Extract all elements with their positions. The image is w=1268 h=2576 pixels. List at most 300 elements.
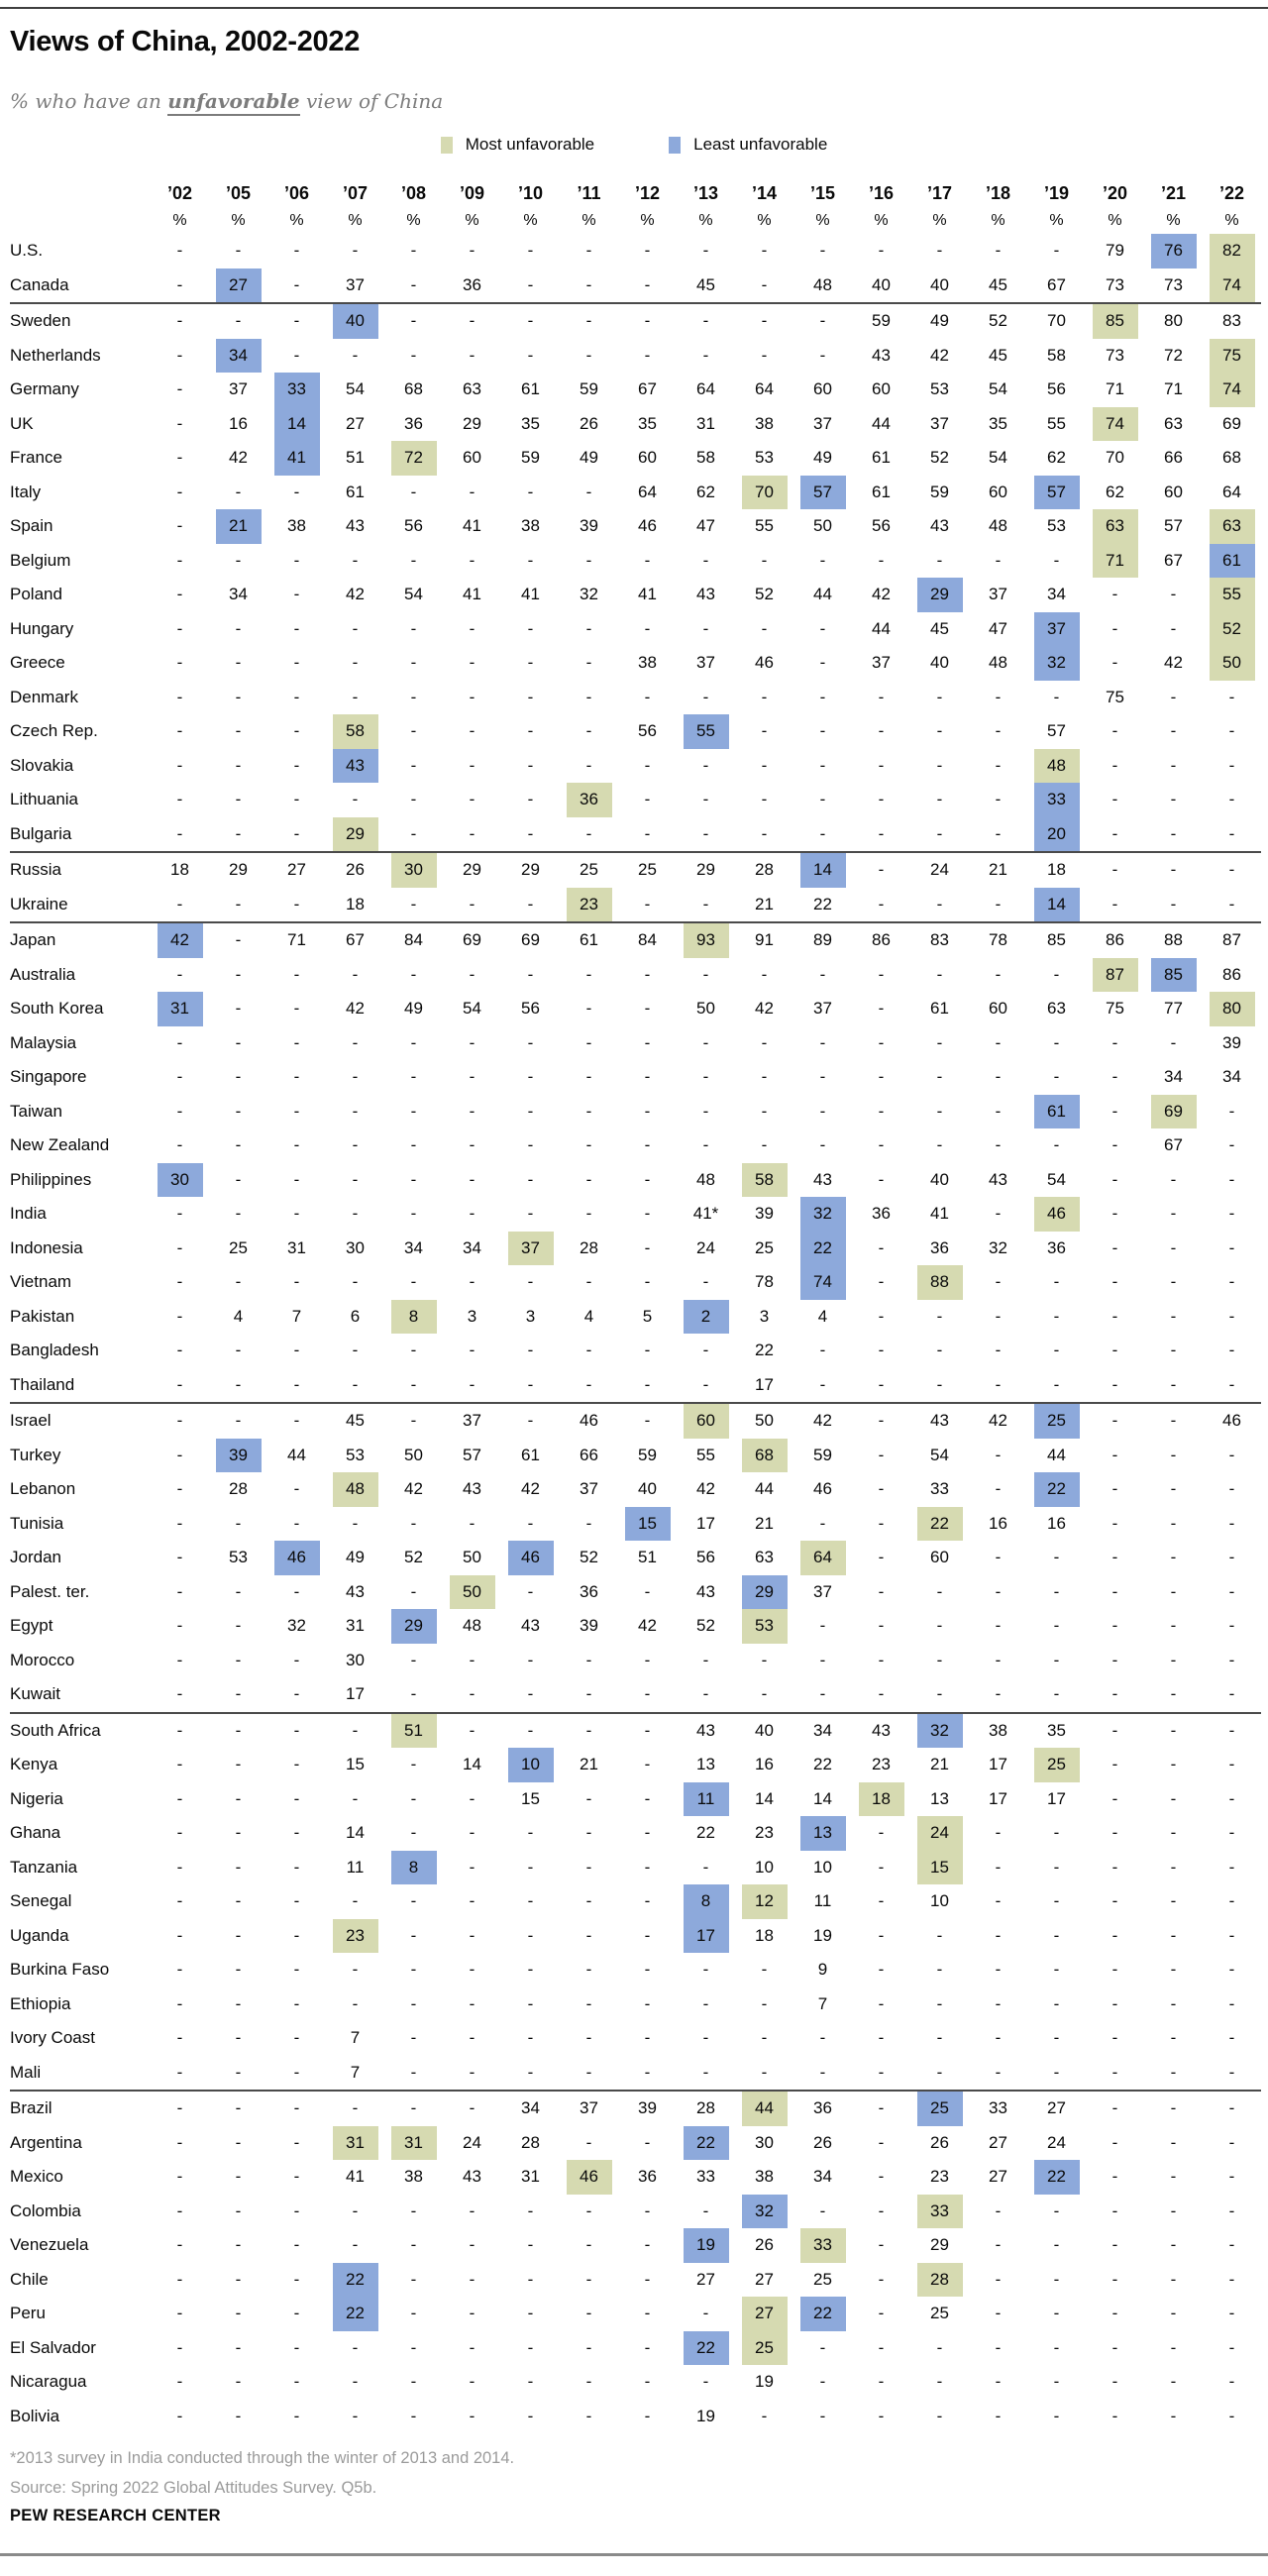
value-cell <box>735 1232 793 1266</box>
value-cell <box>209 2365 267 2400</box>
row-label: Singapore <box>10 1067 87 1087</box>
year-header: ’10 <box>517 182 544 203</box>
value-cell <box>1144 2092 1203 2126</box>
value: - <box>878 823 885 843</box>
value: 48 <box>989 653 1007 673</box>
value: - <box>527 1684 534 1704</box>
value: - <box>1228 1616 1235 1636</box>
value: - <box>352 964 359 984</box>
year-header: ’07 <box>342 182 369 203</box>
value: - <box>1111 2304 1118 2323</box>
value-cell <box>443 2126 501 2161</box>
value: 54 <box>404 585 423 604</box>
value-cell <box>443 2297 501 2331</box>
value-cell <box>443 476 501 510</box>
value-cell <box>1086 853 1144 888</box>
value-cell <box>384 681 443 715</box>
value: - <box>1111 1237 1118 1257</box>
value: - <box>176 1650 183 1669</box>
value: - <box>293 311 300 331</box>
value-cell <box>1086 2400 1144 2434</box>
value: - <box>469 894 476 913</box>
value: - <box>585 687 592 706</box>
value: 42 <box>872 585 891 604</box>
value-cell <box>560 2021 618 2056</box>
table-row <box>10 544 1261 579</box>
value-cell <box>501 1472 560 1507</box>
value-cell <box>443 1782 501 1817</box>
value-cell <box>910 2021 969 2056</box>
value-cell <box>501 544 560 579</box>
value: - <box>176 1032 183 1052</box>
value: 54 <box>1047 1169 1066 1189</box>
value-cell <box>326 1714 384 1749</box>
value: - <box>644 2200 651 2220</box>
value: - <box>1228 1684 1235 1704</box>
value-cell <box>267 2092 326 2126</box>
value-cell <box>151 888 209 922</box>
unit-cell: % <box>348 212 363 229</box>
value: - <box>644 964 651 984</box>
value-cell <box>793 544 852 579</box>
value-cell <box>618 509 677 544</box>
row-label: Israel <box>10 1411 52 1431</box>
value: - <box>644 1891 651 1911</box>
value: - <box>469 964 476 984</box>
value: - <box>585 1857 592 1877</box>
value-cell <box>326 1609 384 1644</box>
value: - <box>761 2406 768 2425</box>
value-cell <box>267 612 326 647</box>
value-cell <box>384 1026 443 1061</box>
value-cell <box>326 1987 384 2022</box>
value-cell <box>1086 476 1144 510</box>
table-row <box>10 2195 1261 2229</box>
value-cell <box>1144 853 1203 888</box>
value-cell <box>560 1368 618 1403</box>
value: - <box>293 964 300 984</box>
value-cell <box>1203 1163 1261 1198</box>
value-cell <box>267 1472 326 1507</box>
value-cell <box>618 2331 677 2366</box>
value-cell <box>1144 407 1203 442</box>
value-cell <box>1203 1677 1261 1712</box>
value-cell <box>501 2195 560 2229</box>
value: - <box>1111 1891 1118 1911</box>
value: - <box>1228 2167 1235 2187</box>
value-cell <box>443 923 501 958</box>
value-cell <box>560 853 618 888</box>
value-cell <box>1144 923 1203 958</box>
value: - <box>1111 2200 1118 2220</box>
value-cell <box>793 1265 852 1300</box>
value: - <box>410 482 417 501</box>
value: - <box>410 721 417 741</box>
value-cell <box>1203 1507 1261 1542</box>
value-cell <box>151 1368 209 1403</box>
value: - <box>469 1169 476 1189</box>
value-cell <box>1086 1714 1144 1749</box>
value: - <box>352 241 359 261</box>
value-cell <box>501 1953 560 1987</box>
value: - <box>878 2235 885 2255</box>
value: - <box>819 964 826 984</box>
value-cell <box>852 1507 910 1542</box>
value: 42 <box>404 1479 423 1499</box>
value: 60 <box>989 999 1007 1019</box>
value-cell <box>560 958 618 993</box>
value-cell <box>209 1060 267 1095</box>
value-cell <box>910 1060 969 1095</box>
value-cell <box>151 2195 209 2229</box>
value-cell <box>677 339 735 374</box>
value: - <box>469 2200 476 2220</box>
value-cell <box>443 1439 501 1473</box>
value-cell <box>852 2297 910 2331</box>
value: 42 <box>696 1479 715 1499</box>
value: 87 <box>1093 958 1138 993</box>
value: - <box>410 1684 417 1704</box>
value: 37 <box>813 1581 832 1601</box>
value-cell <box>443 1851 501 1885</box>
value: - <box>644 1581 651 1601</box>
value: - <box>878 2200 885 2220</box>
value-cell <box>852 1265 910 1300</box>
value: 59 <box>930 482 949 501</box>
value-cell <box>1027 2331 1086 2366</box>
value-cell <box>267 2160 326 2195</box>
value-cell <box>793 1060 852 1095</box>
value: 4 <box>233 1306 244 1326</box>
value: 37 <box>463 1411 481 1431</box>
value: - <box>761 1684 768 1704</box>
value: 35 <box>1047 1720 1066 1740</box>
value-cell <box>326 509 384 544</box>
value: - <box>176 241 183 261</box>
value: - <box>995 721 1002 741</box>
value-cell <box>969 1609 1027 1644</box>
value: - <box>527 550 534 570</box>
value-cell <box>618 958 677 993</box>
value: 50 <box>450 1575 495 1610</box>
value: - <box>878 1341 885 1360</box>
value: - <box>235 894 242 913</box>
value-cell <box>969 1334 1027 1368</box>
value: 57 <box>800 476 846 510</box>
legend-item-most-unfavorable <box>441 135 594 155</box>
value: - <box>761 618 768 638</box>
value: - <box>352 1341 359 1360</box>
value-cell <box>560 2365 618 2400</box>
value: - <box>176 1445 183 1464</box>
value: 58 <box>696 448 715 468</box>
value: - <box>585 2062 592 2082</box>
value: - <box>293 1857 300 1877</box>
value-cell <box>1027 339 1086 374</box>
value-cell <box>560 2195 618 2229</box>
value-cell <box>267 992 326 1026</box>
value-cell <box>384 441 443 476</box>
value: - <box>1053 1960 1060 1980</box>
value: - <box>995 790 1002 809</box>
value-cell <box>1027 1987 1086 2022</box>
value-cell <box>209 1677 267 1712</box>
value: - <box>469 1857 476 1877</box>
value-cell <box>618 2195 677 2229</box>
value: - <box>235 618 242 638</box>
value-cell <box>1086 268 1144 303</box>
value: 43 <box>463 2167 481 2187</box>
value: - <box>352 2406 359 2425</box>
value: 54 <box>463 999 481 1019</box>
value-cell <box>1144 1714 1203 1749</box>
value: 25 <box>930 2304 949 2323</box>
value: 22 <box>800 1232 846 1266</box>
value-cell <box>384 612 443 647</box>
value-cell <box>209 1953 267 1987</box>
value-cell <box>443 958 501 993</box>
value-cell <box>1203 1197 1261 1232</box>
value: 34 <box>1047 585 1066 604</box>
value-cell <box>618 339 677 374</box>
row-label: Bangladesh <box>10 1341 99 1360</box>
value: 63 <box>1047 999 1066 1019</box>
value: 15 <box>346 1755 365 1774</box>
value-cell <box>793 1197 852 1232</box>
table-row <box>10 1439 1261 1473</box>
value: - <box>352 687 359 706</box>
table-row <box>10 958 1261 993</box>
table-row <box>10 1300 1261 1335</box>
value: 75 <box>1106 999 1124 1019</box>
value-cell <box>267 1232 326 1266</box>
value-cell <box>1203 681 1261 715</box>
value: 61 <box>346 482 365 501</box>
value-cell <box>969 2263 1027 2298</box>
value: - <box>176 2235 183 2255</box>
value: 53 <box>229 1548 248 1567</box>
value-cell <box>793 1439 852 1473</box>
value-cell <box>852 2228 910 2263</box>
value: - <box>878 1374 885 1394</box>
value-cell <box>969 1987 1027 2022</box>
year-header: ’09 <box>459 182 485 203</box>
value: 21 <box>755 894 774 913</box>
bottom-rule <box>0 2553 1268 2556</box>
value: 48 <box>1034 749 1080 784</box>
value: - <box>702 1857 709 1877</box>
value-cell <box>501 1609 560 1644</box>
value: 43 <box>696 1581 715 1601</box>
value: - <box>352 2337 359 2357</box>
value-cell <box>618 1748 677 1782</box>
value-cell <box>910 681 969 715</box>
value-cell <box>793 509 852 544</box>
value: - <box>644 1411 651 1431</box>
row-label: Senegal <box>10 1891 72 1911</box>
value-cell <box>326 1368 384 1403</box>
value: 63 <box>1210 509 1255 544</box>
value: - <box>176 448 183 468</box>
value-cell <box>1086 1060 1144 1095</box>
value: 55 <box>755 516 774 536</box>
value-cell <box>209 923 267 958</box>
value-cell <box>1144 888 1203 922</box>
value-cell <box>1027 509 1086 544</box>
value: 43 <box>463 1479 481 1499</box>
value-cell <box>1203 509 1261 544</box>
value: - <box>352 1374 359 1394</box>
value: - <box>293 1823 300 1843</box>
value-cell <box>910 373 969 407</box>
value: - <box>352 345 359 365</box>
value-cell <box>1203 407 1261 442</box>
value: - <box>1053 2235 1060 2255</box>
value: - <box>293 1788 300 1808</box>
value-cell <box>735 1060 793 1095</box>
value: - <box>819 1374 826 1394</box>
value: 38 <box>521 516 540 536</box>
value-cell <box>326 1026 384 1061</box>
value-cell <box>793 1404 852 1439</box>
value: - <box>293 2132 300 2152</box>
value: - <box>1170 1650 1177 1669</box>
value-cell <box>852 1300 910 1335</box>
value-cell <box>1144 1575 1203 1610</box>
value-cell <box>1086 1472 1144 1507</box>
value-cell <box>1144 2228 1203 2263</box>
value: 33 <box>696 2167 715 2187</box>
value: - <box>644 823 651 843</box>
value-cell <box>910 2092 969 2126</box>
value-cell <box>443 2400 501 2434</box>
value: 41 <box>463 585 481 604</box>
value: 28 <box>580 1237 598 1257</box>
value-cell <box>735 268 793 303</box>
table-row <box>10 1953 1261 1987</box>
value: - <box>527 2304 534 2323</box>
value-cell <box>1144 612 1203 647</box>
value: - <box>585 1788 592 1808</box>
value: 22 <box>333 2263 378 2298</box>
value: - <box>1053 1650 1060 1669</box>
value-cell <box>1144 1507 1203 1542</box>
country-group-middle-east <box>10 1402 1261 1712</box>
value-cell <box>209 1816 267 1851</box>
value-cell <box>560 373 618 407</box>
value: - <box>235 1993 242 2013</box>
row-label: Lithuania <box>10 790 79 809</box>
value-cell <box>793 1334 852 1368</box>
value: 58 <box>333 714 378 749</box>
legend-label: Most unfavorable <box>465 135 595 154</box>
table-row <box>10 1541 1261 1575</box>
value: - <box>176 345 183 365</box>
value: - <box>410 1341 417 1360</box>
value: - <box>1111 2406 1118 2425</box>
value: - <box>176 790 183 809</box>
row-label: India <box>10 1204 47 1224</box>
table-row <box>10 1334 1261 1368</box>
value-cell <box>969 1265 1027 1300</box>
value: - <box>410 2235 417 2255</box>
value: 67 <box>1164 550 1183 570</box>
value-cell <box>1086 2365 1144 2400</box>
value: - <box>878 1272 885 1292</box>
value: - <box>1111 1616 1118 1636</box>
table-row <box>10 2056 1261 2091</box>
value: - <box>410 1960 417 1980</box>
value: 16 <box>229 413 248 433</box>
value-cell <box>1203 1334 1261 1368</box>
value: 14 <box>755 1788 774 1808</box>
value-cell <box>793 1507 852 1542</box>
value: - <box>176 1755 183 1774</box>
value: - <box>1111 1788 1118 1808</box>
value-cell <box>326 612 384 647</box>
value-cell <box>1086 1919 1144 1954</box>
value: - <box>235 241 242 261</box>
value: 33 <box>274 373 320 407</box>
value-cell <box>267 1163 326 1198</box>
value-cell <box>969 2228 1027 2263</box>
value-cell <box>1144 1644 1203 1678</box>
value-cell <box>560 1265 618 1300</box>
value: - <box>410 1169 417 1189</box>
value-cell <box>443 544 501 579</box>
value: 38 <box>638 653 657 673</box>
value: 59 <box>521 448 540 468</box>
value-cell <box>267 1782 326 1817</box>
value: - <box>235 1101 242 1121</box>
value-cell <box>443 1197 501 1232</box>
value-cell <box>151 1439 209 1473</box>
value-cell <box>501 476 560 510</box>
value-cell <box>1144 681 1203 715</box>
value: 69 <box>1151 1095 1197 1129</box>
value: - <box>235 1857 242 1877</box>
value-cell <box>618 1472 677 1507</box>
value-cell <box>151 1128 209 1163</box>
value-cell <box>793 1472 852 1507</box>
value: - <box>702 311 709 331</box>
value-cell <box>443 1232 501 1266</box>
value: 40 <box>333 304 378 339</box>
value: 22 <box>1034 1472 1080 1507</box>
value: - <box>293 1411 300 1431</box>
value: - <box>936 1616 943 1636</box>
value: 45 <box>346 1411 365 1431</box>
value-cell <box>384 1953 443 1987</box>
value: - <box>1228 1823 1235 1843</box>
value-cell <box>267 1334 326 1368</box>
value: - <box>761 687 768 706</box>
value: - <box>469 687 476 706</box>
value-cell <box>618 1575 677 1610</box>
unit-cell: % <box>581 212 596 229</box>
value-cell <box>852 1334 910 1368</box>
value-cell <box>209 2331 267 2366</box>
value: 18 <box>346 894 365 913</box>
value-cell <box>151 2021 209 2056</box>
value: 36 <box>813 2098 832 2118</box>
value: - <box>1170 1169 1177 1189</box>
value: 15 <box>521 1788 540 1808</box>
value: - <box>1228 1374 1235 1394</box>
value: 75 <box>1210 339 1255 374</box>
value-cell <box>1027 1095 1086 1129</box>
value: 47 <box>696 516 715 536</box>
